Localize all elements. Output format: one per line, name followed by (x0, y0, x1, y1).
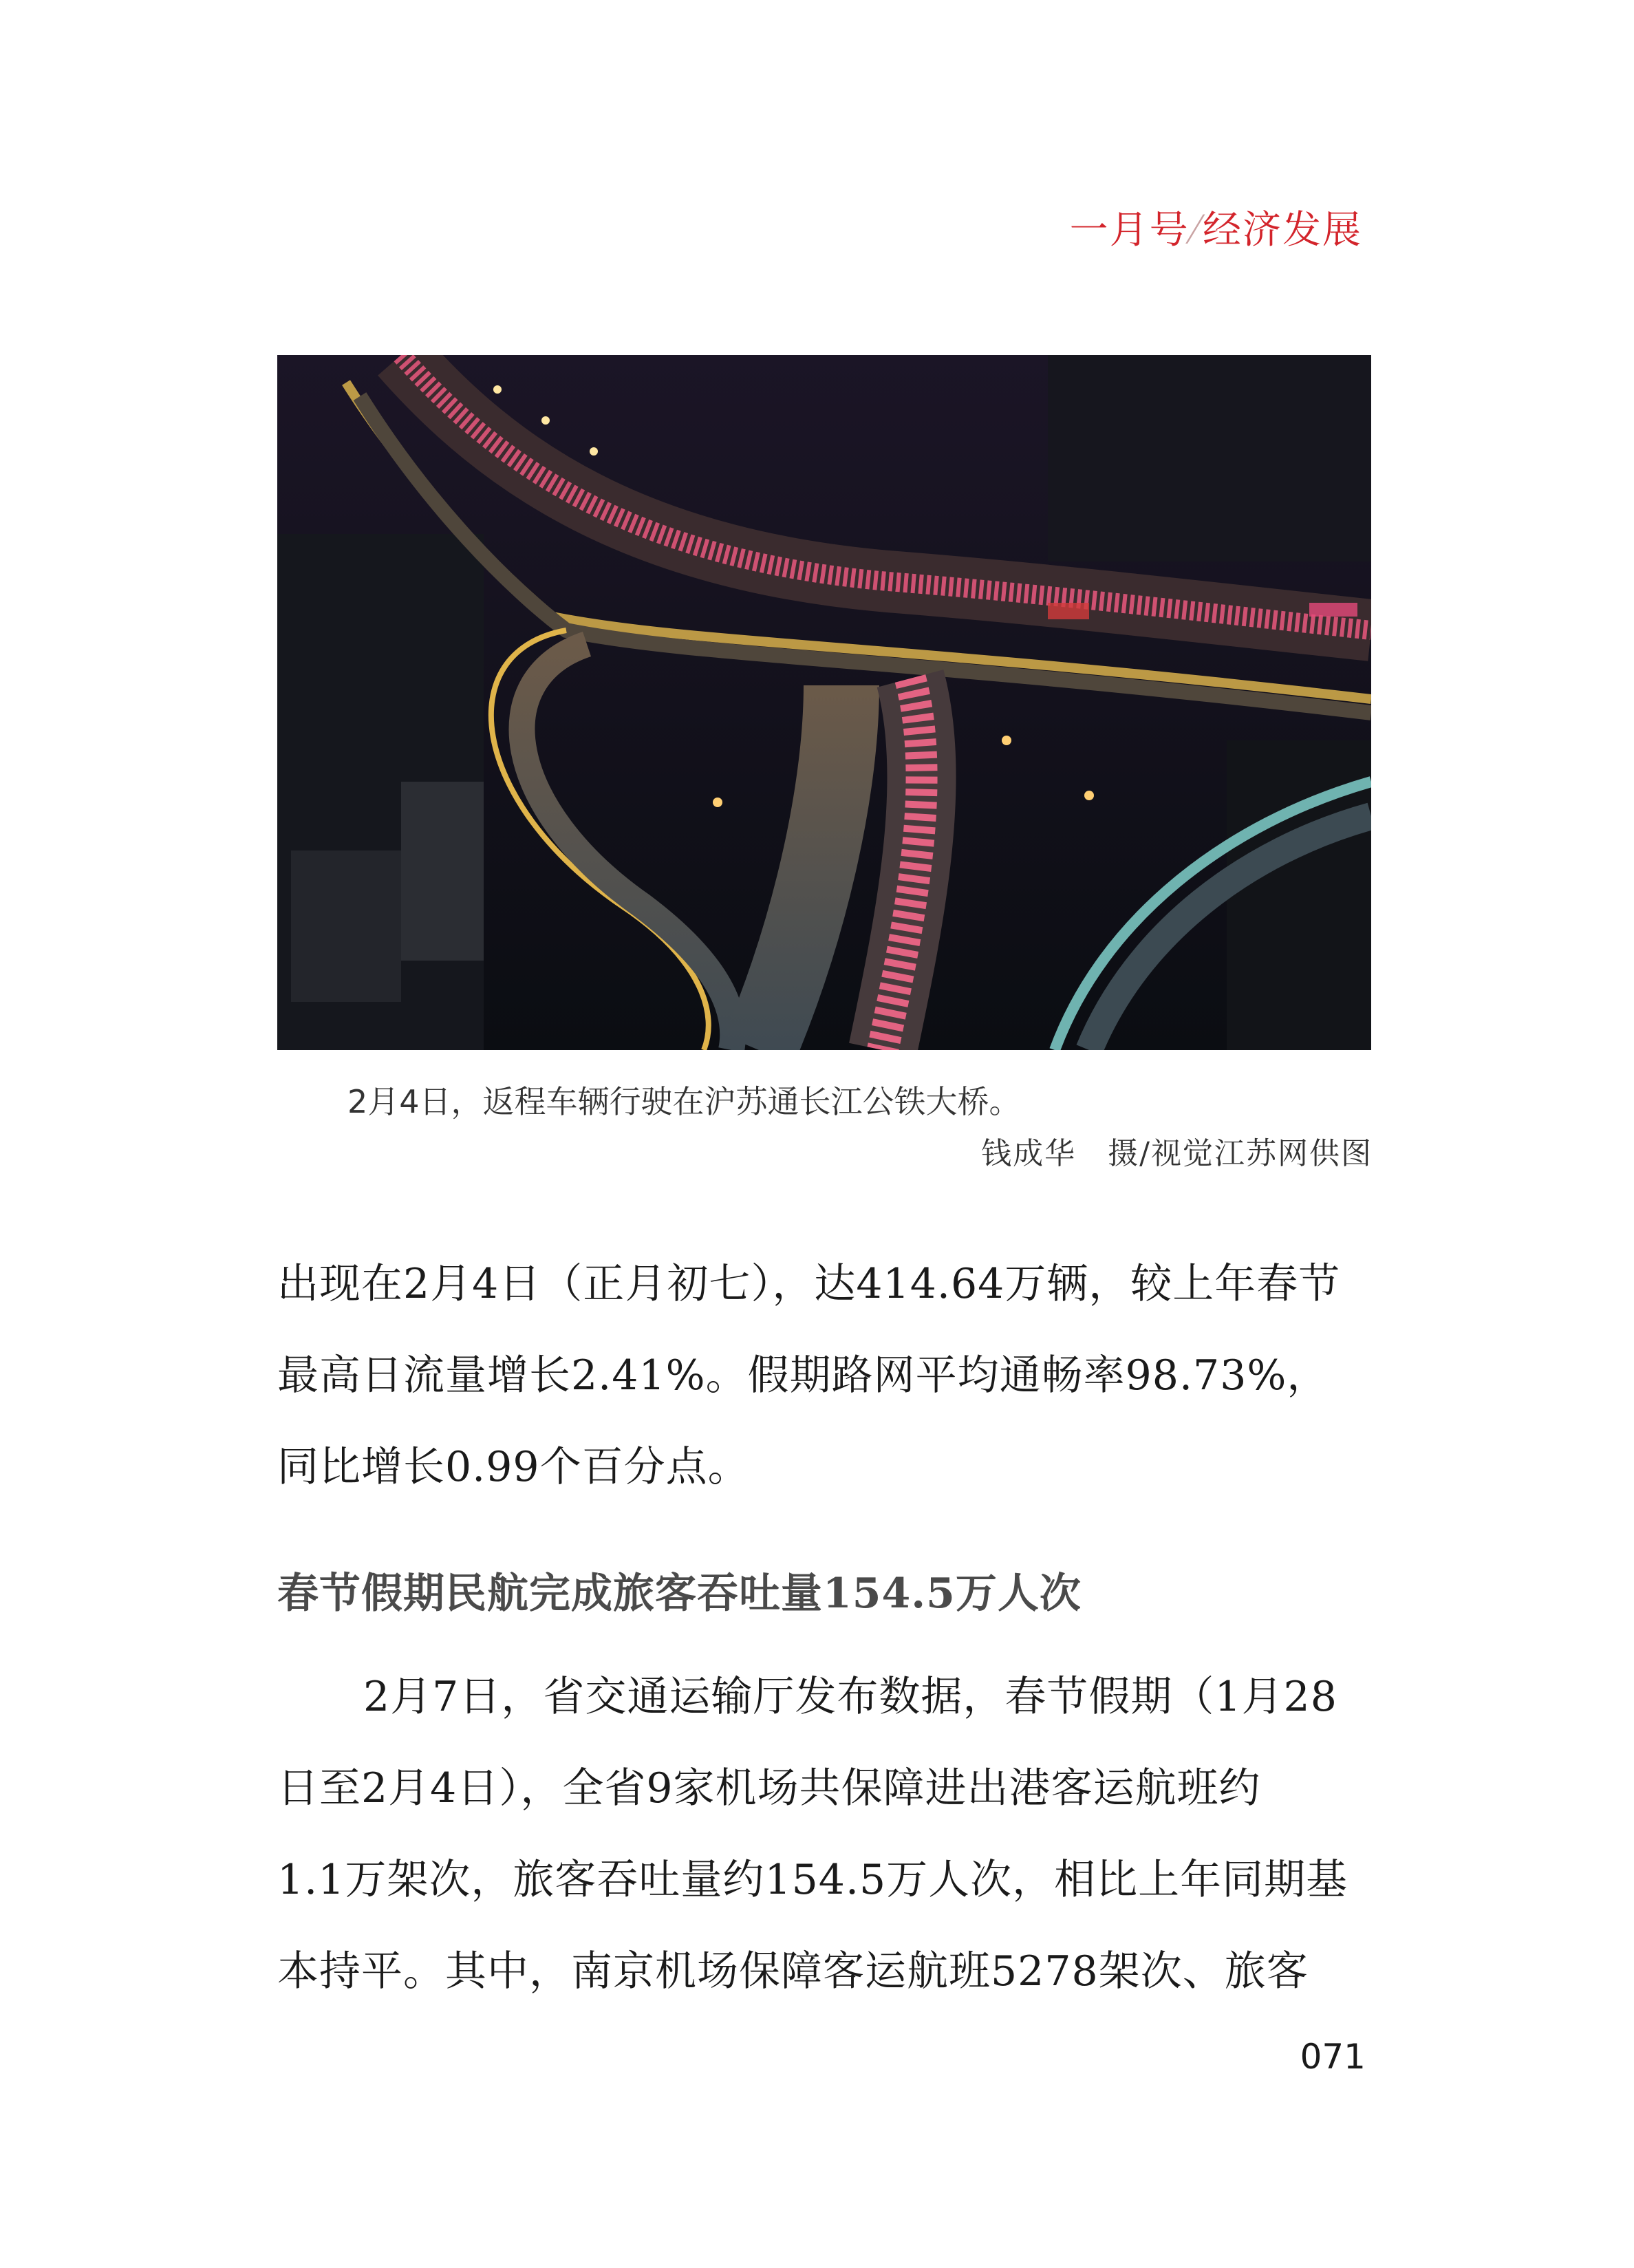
highway-interchange-photo (277, 355, 1371, 1050)
header-section: 经济发展 (1203, 208, 1362, 253)
paragraph-line: 最高日流量增长2.41%。假期路网平均通畅率98.73%， (277, 1351, 1329, 1400)
section-subheading: 春节假期民航完成旅客吞吐量154.5万人次 (277, 1570, 1082, 1618)
paragraph-line: 出现在2月4日（正月初七），达414.64万辆，较上年春节 (277, 1260, 1341, 1308)
page-number: 071 (1300, 2037, 1366, 2077)
photo-credit: 钱成华 摄/视觉江苏网供图 (981, 1136, 1373, 1171)
paragraph-line: 本持平。其中，南京机场保障客运航班5278架次、旅客 (277, 1947, 1309, 1996)
header-slash: ⁄ (1192, 208, 1200, 253)
photo-caption: 2月4日，返程车辆行驶在沪苏通长江公铁大桥。 (347, 1083, 1021, 1120)
running-header (1070, 200, 1362, 255)
paragraph-line: 日至2月4日），全省9家机场共保障进出港客运航班约 (277, 1764, 1261, 1812)
paragraph-line: 同比增长0.99个百分点。 (277, 1443, 750, 1491)
body-paragraph-1 (277, 1239, 1378, 1513)
photo-illustration (277, 355, 1371, 1050)
header-issue: 一月号 (1069, 208, 1190, 253)
paragraph-line: 1.1万架次，旅客吞吐量约154.5万人次，相比上年同期基 (277, 1856, 1348, 1904)
body-paragraph-2 (277, 1651, 1378, 2018)
paragraph-line: 2月7日，省交通运输厅发布数据，春节假期（1月28 (363, 1673, 1337, 1721)
